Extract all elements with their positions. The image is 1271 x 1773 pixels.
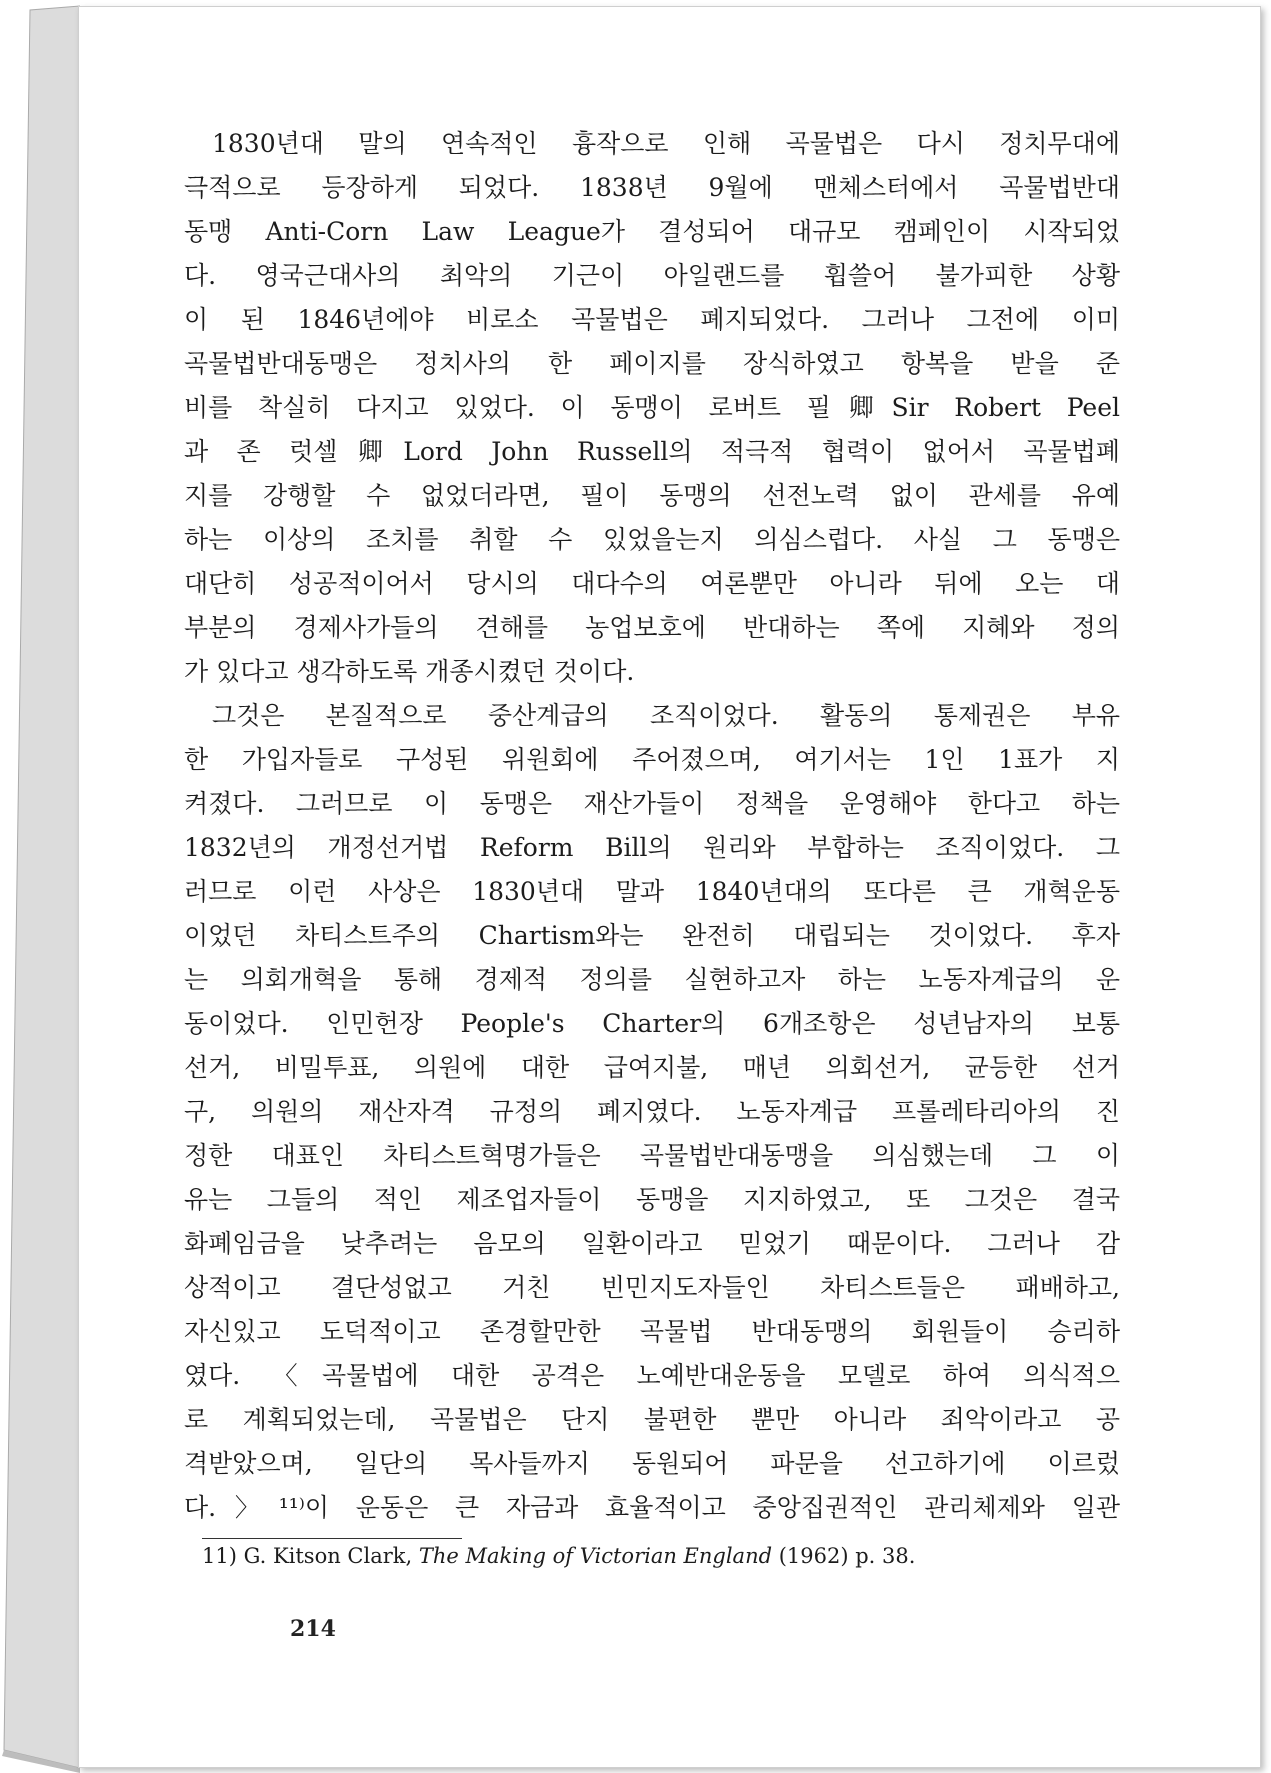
text-line: 화폐임금을 낮추려는 음모의 일환이라고 믿었기 때문이다. 그러나 감 bbox=[184, 1229, 1120, 1258]
text-line: 한 가입자들로 구성된 위원회에 주어졌으며, 여기서는 1인 1표가 지 bbox=[184, 745, 1120, 774]
text-line: 1832년의 개정선거법 Reform Bill의 원리와 부합하는 조직이었다. 그 bbox=[184, 833, 1120, 862]
text-line: 정한 대표인 차티스트혁명가들은 곡물법반대동맹을 의심했는데 그 이 bbox=[184, 1141, 1120, 1170]
text-line: 그것은 본질적으로 중산계급의 조직이었다. 활동의 통제권은 부유 bbox=[212, 701, 1120, 730]
text-line: 지를 강행할 수 없었더라면, 필이 동맹의 선전노력 없이 관세를 유예 bbox=[184, 481, 1120, 510]
text-line: 켜졌다. 그러므로 이 동맹은 재산가들이 정책을 운영해야 한다고 하는 bbox=[184, 789, 1120, 818]
page-body bbox=[184, 122, 1120, 1571]
text-line: 동이었다. 인민헌장 People's Charter의 6개조항은 성년남자의 보통 bbox=[184, 1009, 1120, 1038]
text-line: 비를 착실히 다지고 있었다. 이 동맹이 로버트 필卿Sir Robert Peel bbox=[184, 393, 1120, 422]
footnote-title: The Making of Victorian England bbox=[418, 1544, 773, 1568]
text-line: 상적이고 결단성없고 거친 빈민지도자들인 차티스트들은 패배하고, bbox=[184, 1273, 1120, 1302]
footnote-prefix: 11) G. Kitson Clark, bbox=[202, 1544, 413, 1568]
text-line: 다. 영국근대사의 최악의 기근이 아일랜드를 휩쓸어 불가피한 상황 bbox=[184, 261, 1120, 290]
text-line: 동맹 Anti-Corn Law League가 결성되어 대규모 캠페인이 시작되었 bbox=[184, 217, 1120, 246]
text-line: 1830년대 말의 연속적인 흉작으로 인해 곡물법은 다시 정치무대에 bbox=[212, 129, 1120, 158]
text-line: 과 존 럿셀卿Lord John Russell의 적극적 협력이 없어서 곡물법폐 bbox=[184, 437, 1120, 466]
text-line: 곡물법반대동맹은 정치사의 한 페이지를 장식하였고 항복을 받을 준 bbox=[184, 349, 1120, 378]
text-line: 하는 이상의 조치를 취할 수 있었을는지 의심스럽다. 사실 그 동맹은 bbox=[184, 525, 1120, 554]
text-line: 러므로 이런 사상은 1830년대 말과 1840년대의 또다른 큰 개혁운동 bbox=[184, 877, 1120, 906]
paragraph bbox=[184, 122, 1120, 694]
text-line: 는 의회개혁을 통해 경제적 정의를 실현하고자 하는 노동자계급의 운 bbox=[184, 965, 1120, 994]
text-line: 부분의 경제사가들의 견해를 농업보호에 반대하는 쪽에 지혜와 정의 bbox=[184, 613, 1120, 642]
text-line: 선거, 비밀투표, 의원에 대한 급여지불, 매년 의회선거, 균등한 선거 bbox=[184, 1053, 1120, 1082]
footnote-suffix: (1962) p. 38. bbox=[778, 1544, 916, 1568]
text-line: 대단히 성공적이어서 당시의 대다수의 여론뿐만 아니라 뒤에 오는 대 bbox=[184, 569, 1120, 598]
text-line: 자신있고 도덕적이고 존경할만한 곡물법 반대동맹의 회원들이 승리하 bbox=[184, 1317, 1120, 1346]
text-line: 격받았으며, 일단의 목사들까지 동원되어 파문을 선고하기에 이르렀 bbox=[184, 1449, 1120, 1478]
paragraph bbox=[184, 694, 1120, 1530]
footnote bbox=[202, 1541, 1120, 1571]
paragraphs bbox=[184, 122, 1120, 1530]
footnote-rule bbox=[202, 1538, 462, 1539]
text-line: 이었던 차티스트주의 Chartism와는 완전히 대립되는 것이었다. 후자 bbox=[184, 921, 1120, 950]
text-line: 구, 의원의 재산자격 규정의 폐지였다. 노동자계급 프롤레타리아의 진 bbox=[184, 1097, 1120, 1126]
book-spine bbox=[0, 0, 80, 1773]
text-line: 극적으로 등장하게 되었다. 1838년 9월에 맨체스터에서 곡물법반대 bbox=[184, 173, 1120, 202]
text-line: 가 있다고 생각하도록 개종시켰던 것이다. bbox=[184, 657, 635, 686]
text-line: 이 된 1846년에야 비로소 곡물법은 폐지되었다. 그러나 그전에 이미 bbox=[184, 305, 1120, 334]
page-number: 214 bbox=[290, 1616, 336, 1642]
text-line: 유는 그들의 적인 제조업자들이 동맹을 지지하였고, 또 그것은 결국 bbox=[184, 1185, 1120, 1214]
text-line: 였다. 〈곡물법에 대한 공격은 노예반대운동을 모델로 하여 의식적으 bbox=[184, 1361, 1120, 1390]
text-line: 다.〉¹¹⁾이 운동은 큰 자금과 효율적이고 중앙집권적인 관리체제와 일관 bbox=[184, 1493, 1120, 1522]
text-line: 로 계획되었는데, 곡물법은 단지 불편한 뿐만 아니라 죄악이라고 공 bbox=[184, 1405, 1120, 1434]
